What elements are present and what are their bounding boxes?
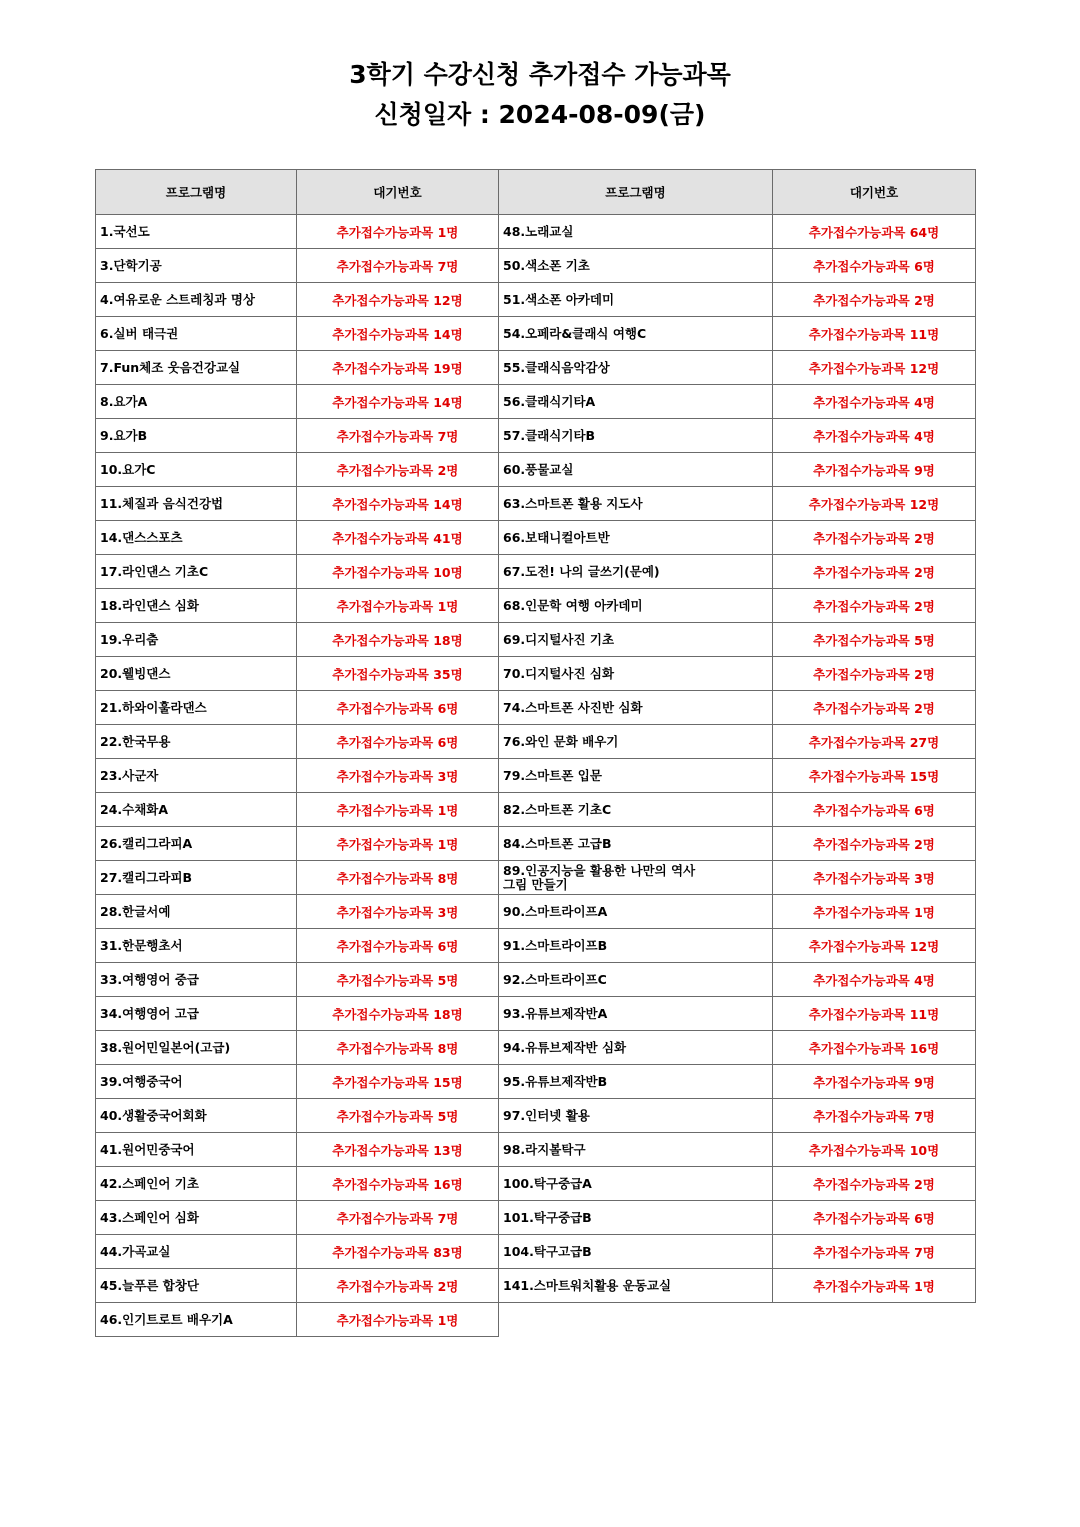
header-program-name: 프로그램명 (499, 170, 773, 215)
program-name: 48.노래교실 (499, 215, 773, 249)
available-seats: 추가접수가능과목 1명 (297, 589, 499, 623)
program-name: 17.라인댄스 기초C (96, 555, 297, 589)
available-seats: 추가접수가능과목 1명 (297, 1303, 499, 1337)
program-name: 63.스마트폰 활용 지도사 (499, 487, 773, 521)
table-row (96, 249, 976, 283)
table-row (96, 1133, 976, 1167)
available-seats: 추가접수가능과목 12명 (297, 283, 499, 317)
table-row (96, 385, 976, 419)
program-name: 56.클래식기타A (499, 385, 773, 419)
available-seats: 추가접수가능과목 2명 (773, 1167, 976, 1201)
table-row (96, 1099, 976, 1133)
table-row (96, 793, 976, 827)
program-name: 18.라인댄스 심화 (96, 589, 297, 623)
available-seats: 추가접수가능과목 2명 (773, 589, 976, 623)
program-name: 9.요가B (96, 419, 297, 453)
program-name: 93.유튜브제작반A (499, 997, 773, 1031)
program-name: 94.유튜브제작반 심화 (499, 1031, 773, 1065)
available-seats: 추가접수가능과목 15명 (773, 759, 976, 793)
application-date: 신청일자 : 2024-08-09(금) (374, 100, 706, 129)
program-name: 50.색소폰 기초 (499, 249, 773, 283)
header-program-name: 프로그램명 (96, 170, 297, 215)
available-seats: 추가접수가능과목 9명 (773, 453, 976, 487)
available-seats: 추가접수가능과목 1명 (297, 215, 499, 249)
program-name: 20.웰빙댄스 (96, 657, 297, 691)
program-name: 33.여행영어 중급 (96, 963, 297, 997)
table-row (96, 997, 976, 1031)
page-title: 3학기 수강신청 추가접수 가능과목 (349, 60, 731, 89)
program-name: 38.원어민일본어(고급) (96, 1031, 297, 1065)
program-name: 82.스마트폰 기초C (499, 793, 773, 827)
program-name: 3.단학기공 (96, 249, 297, 283)
table-header-row (96, 170, 976, 215)
program-name: 55.클래식음악감상 (499, 351, 773, 385)
available-seats: 추가접수가능과목 12명 (773, 487, 976, 521)
available-seats: 추가접수가능과목 10명 (297, 555, 499, 589)
available-seats: 추가접수가능과목 11명 (773, 997, 976, 1031)
available-seats: 추가접수가능과목 19명 (297, 351, 499, 385)
table-row (96, 487, 976, 521)
table-row (96, 453, 976, 487)
program-name: 69.디지털사진 기초 (499, 623, 773, 657)
available-seats: 추가접수가능과목 13명 (297, 1133, 499, 1167)
available-seats: 추가접수가능과목 18명 (297, 623, 499, 657)
program-name: 101.탁구중급B (499, 1201, 773, 1235)
available-seats: 추가접수가능과목 3명 (773, 861, 976, 895)
available-seats: 추가접수가능과목 6명 (773, 249, 976, 283)
table-row (96, 215, 976, 249)
program-name: 76.와인 문화 배우기 (499, 725, 773, 759)
table-row (96, 725, 976, 759)
available-seats: 추가접수가능과목 4명 (773, 385, 976, 419)
table-row (96, 861, 976, 895)
program-name: 1.국선도 (96, 215, 297, 249)
available-seats: 추가접수가능과목 2명 (297, 453, 499, 487)
available-seats: 추가접수가능과목 6명 (773, 793, 976, 827)
table-row (96, 895, 976, 929)
program-name: 43.스페인어 심화 (96, 1201, 297, 1235)
empty-cell (773, 1303, 976, 1337)
program-name: 28.한글서예 (96, 895, 297, 929)
program-name: 27.캘리그라피B (96, 861, 297, 895)
available-seats: 추가접수가능과목 14명 (297, 385, 499, 419)
table-row (96, 589, 976, 623)
program-name: 100.탁구중급A (499, 1167, 773, 1201)
available-seats: 추가접수가능과목 16명 (773, 1031, 976, 1065)
table-row (96, 317, 976, 351)
program-name: 14.댄스스포츠 (96, 521, 297, 555)
available-seats: 추가접수가능과목 11명 (773, 317, 976, 351)
program-name: 90.스마트라이프A (499, 895, 773, 929)
header-waiting-number: 대기번호 (773, 170, 976, 215)
table-row (96, 555, 976, 589)
available-seats: 추가접수가능과목 3명 (297, 759, 499, 793)
available-seats: 추가접수가능과목 6명 (297, 929, 499, 963)
available-seats: 추가접수가능과목 1명 (297, 827, 499, 861)
program-name: 66.보태니컬아트반 (499, 521, 773, 555)
table-row (96, 827, 976, 861)
program-name: 4.여유로운 스트레칭과 명상 (96, 283, 297, 317)
available-seats: 추가접수가능과목 7명 (773, 1235, 976, 1269)
program-name: 39.여행중국어 (96, 1065, 297, 1099)
available-seats: 추가접수가능과목 2명 (773, 283, 976, 317)
table-row (96, 1031, 976, 1065)
available-seats: 추가접수가능과목 5명 (297, 1099, 499, 1133)
available-seats: 추가접수가능과목 8명 (297, 861, 499, 895)
empty-cell (499, 1303, 773, 1337)
program-name: 26.캘리그라피A (96, 827, 297, 861)
available-seats: 추가접수가능과목 12명 (773, 929, 976, 963)
available-seats: 추가접수가능과목 83명 (297, 1235, 499, 1269)
program-name: 46.인기트로트 배우기A (96, 1303, 297, 1337)
table-row (96, 1269, 976, 1303)
available-seats: 추가접수가능과목 2명 (773, 827, 976, 861)
available-seats: 추가접수가능과목 1명 (773, 895, 976, 929)
table-row (96, 283, 976, 317)
available-seats: 추가접수가능과목 6명 (773, 1201, 976, 1235)
table-row (96, 691, 976, 725)
table-row (96, 1303, 976, 1337)
program-name: 6.실버 태극권 (96, 317, 297, 351)
table-row (96, 963, 976, 997)
available-seats: 추가접수가능과목 1명 (773, 1269, 976, 1303)
available-seats: 추가접수가능과목 12명 (773, 351, 976, 385)
program-name: 22.한국무용 (96, 725, 297, 759)
table-row (96, 759, 976, 793)
available-seats: 추가접수가능과목 7명 (297, 249, 499, 283)
table-row (96, 419, 976, 453)
available-seats: 추가접수가능과목 15명 (297, 1065, 499, 1099)
available-seats: 추가접수가능과목 3명 (297, 895, 499, 929)
program-name: 79.스마트폰 입문 (499, 759, 773, 793)
available-seats: 추가접수가능과목 16명 (297, 1167, 499, 1201)
table-row (96, 929, 976, 963)
program-name: 97.인터넷 활용 (499, 1099, 773, 1133)
program-name: 95.유튜브제작반B (499, 1065, 773, 1099)
program-name: 84.스마트폰 고급B (499, 827, 773, 861)
available-seats: 추가접수가능과목 7명 (297, 1201, 499, 1235)
program-name: 57.클래식기타B (499, 419, 773, 453)
available-seats: 추가접수가능과목 9명 (773, 1065, 976, 1099)
program-name: 41.원어민중국어 (96, 1133, 297, 1167)
program-name: 98.라지볼탁구 (499, 1133, 773, 1167)
available-seats: 추가접수가능과목 7명 (773, 1099, 976, 1133)
program-name: 11.체질과 음식건강법 (96, 487, 297, 521)
program-name: 24.수채화A (96, 793, 297, 827)
available-seats: 추가접수가능과목 5명 (773, 623, 976, 657)
program-name: 10.요가C (96, 453, 297, 487)
header-waiting-number: 대기번호 (297, 170, 499, 215)
table-row (96, 1065, 976, 1099)
program-name: 7.Fun체조 웃음건강교실 (96, 351, 297, 385)
program-name: 34.여행영어 고급 (96, 997, 297, 1031)
available-seats: 추가접수가능과목 6명 (297, 725, 499, 759)
program-name: 8.요가A (96, 385, 297, 419)
program-name: 21.하와이훌라댄스 (96, 691, 297, 725)
program-name: 54.오페라&클래식 여행C (499, 317, 773, 351)
available-seats: 추가접수가능과목 2명 (773, 691, 976, 725)
program-name: 44.가곡교실 (96, 1235, 297, 1269)
available-seats: 추가접수가능과목 14명 (297, 487, 499, 521)
program-name: 67.도전! 나의 글쓰기(문예) (499, 555, 773, 589)
table-row (96, 1235, 976, 1269)
program-name: 104.탁구고급B (499, 1235, 773, 1269)
available-seats: 추가접수가능과목 6명 (297, 691, 499, 725)
available-seats: 추가접수가능과목 27명 (773, 725, 976, 759)
available-seats: 추가접수가능과목 2명 (297, 1269, 499, 1303)
available-seats: 추가접수가능과목 18명 (297, 997, 499, 1031)
available-seats: 추가접수가능과목 4명 (773, 963, 976, 997)
available-seats: 추가접수가능과목 2명 (773, 521, 976, 555)
table-row (96, 657, 976, 691)
program-name: 70.디지털사진 심화 (499, 657, 773, 691)
program-name: 74.스마트폰 사진반 심화 (499, 691, 773, 725)
available-seats: 추가접수가능과목 2명 (773, 657, 976, 691)
available-seats: 추가접수가능과목 4명 (773, 419, 976, 453)
program-name: 92.스마트라이프C (499, 963, 773, 997)
program-name: 89.인공지능을 활용한 나만의 역사 그림 만들기 (499, 861, 773, 895)
table-row (96, 1201, 976, 1235)
available-seats: 추가접수가능과목 8명 (297, 1031, 499, 1065)
table-row (96, 351, 976, 385)
program-name: 91.스마트라이프B (499, 929, 773, 963)
available-seats: 추가접수가능과목 2명 (773, 555, 976, 589)
program-name: 40.생활중국어회화 (96, 1099, 297, 1133)
available-seats: 추가접수가능과목 14명 (297, 317, 499, 351)
table-row (96, 521, 976, 555)
available-seats: 추가접수가능과목 64명 (773, 215, 976, 249)
program-name: 60.풍물교실 (499, 453, 773, 487)
table-row (96, 1167, 976, 1201)
available-seats: 추가접수가능과목 5명 (297, 963, 499, 997)
available-seats: 추가접수가능과목 41명 (297, 521, 499, 555)
program-name: 42.스페인어 기초 (96, 1167, 297, 1201)
table-row (96, 623, 976, 657)
program-name: 51.색소폰 아카데미 (499, 283, 773, 317)
available-seats: 추가접수가능과목 7명 (297, 419, 499, 453)
available-seats: 추가접수가능과목 35명 (297, 657, 499, 691)
program-name: 141.스마트워치활용 운동교실 (499, 1269, 773, 1303)
available-seats: 추가접수가능과목 10명 (773, 1133, 976, 1167)
program-name: 23.사군자 (96, 759, 297, 793)
program-name: 45.늘푸른 합창단 (96, 1269, 297, 1303)
course-table (95, 169, 976, 1337)
program-name: 31.한문행초서 (96, 929, 297, 963)
program-name: 68.인문학 여행 아카데미 (499, 589, 773, 623)
available-seats: 추가접수가능과목 1명 (297, 793, 499, 827)
program-name: 19.우리춤 (96, 623, 297, 657)
